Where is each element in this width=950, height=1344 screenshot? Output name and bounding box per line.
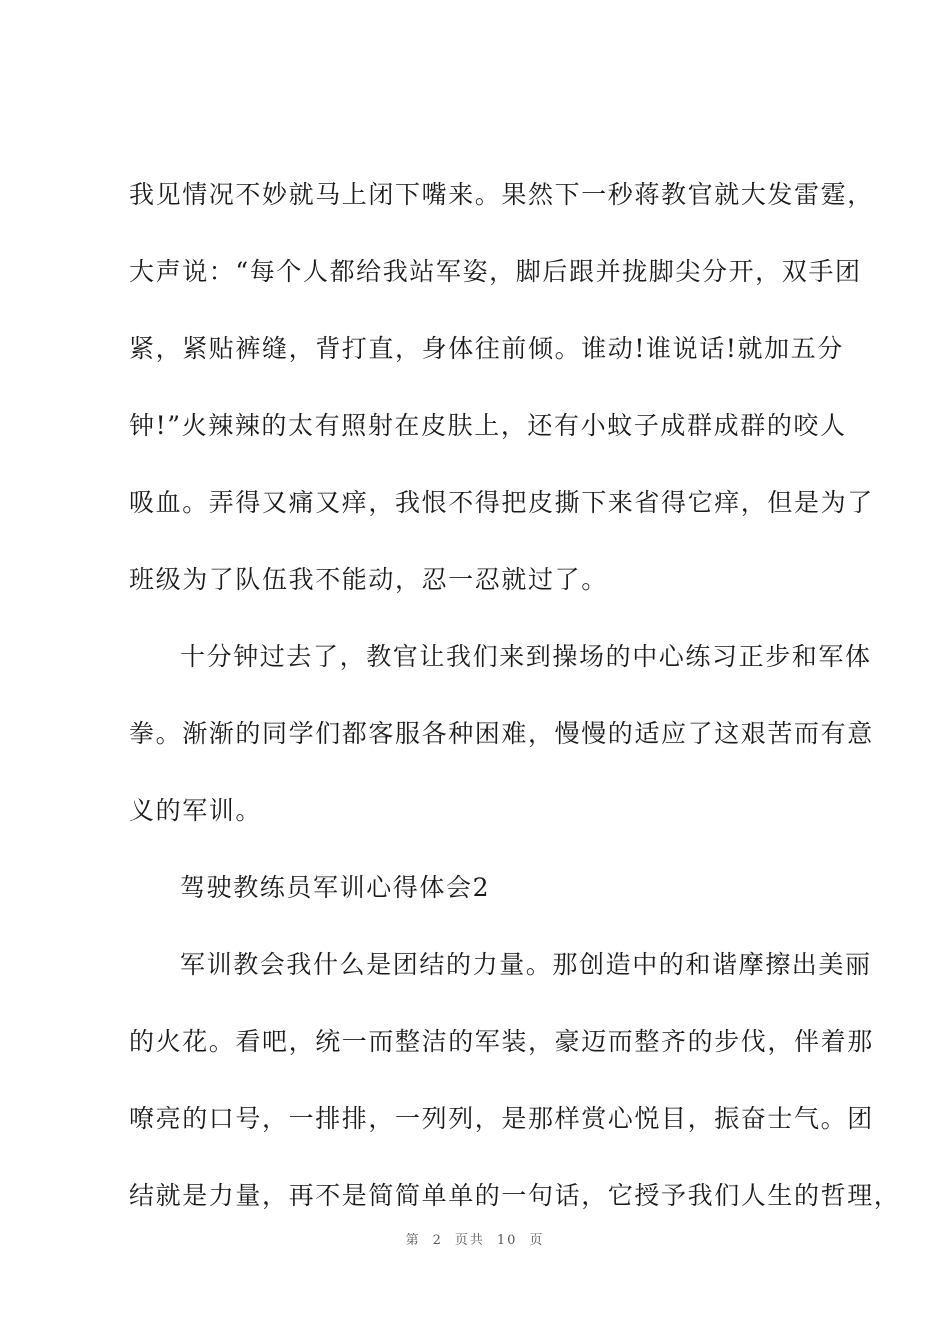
text-line: 我见情况不妙就马上闭下嘴来。果然下一秒蒋教官就大发雷霆， [129,180,874,209]
text-line: 义的军训。 [129,796,263,825]
text-line: 嘹亮的口号，一排排，一列列，是那样赏心悦目，振奋士气。团 [129,1104,874,1133]
section-title: 驾驶教练员军训心得体会2 [180,873,491,902]
text-line: 班级为了队伍我不能动，忍一忍就过了。 [129,565,608,594]
footer-middle: 页共 [454,1233,485,1248]
paragraph-first-line: 军训教会我什么是团结的力量。那创造中的和谐摩擦出美丽 [180,950,872,979]
text-line: 钟!”火辣辣的太有照射在皮肤上，还有小蚊子成群成群的咬人 [129,411,847,440]
page-footer [0,1229,950,1248]
text-line: 大声说：“每个人都给我站军姿，脚后跟并拢脚尖分开，双手团 [129,257,862,286]
paragraph-first-line: 十分钟过去了，教官让我们来到操场的中心练习正步和军体 [180,642,872,671]
footer-prefix: 第 [405,1233,421,1248]
text-line: 紧，紧贴裤缝，背打直，身体往前倾。谁动!谁说话!就加五分 [129,334,844,363]
footer-suffix: 页 [529,1233,545,1248]
text-line: 吸血。弄得又痛又痒，我恨不得把皮撕下来省得它痒，但是为了 [129,488,874,517]
text-line: 结就是力量，再不是简简单单的一句话，它授予我们人生的哲理， [129,1181,901,1210]
text-line: 拳。渐渐的同学们都客服各种困难，慢慢的适应了这艰苦而有意 [129,719,874,748]
text-line: 的火花。看吧，统一而整洁的军装，豪迈而整齐的步伐，伴着那 [129,1027,874,1056]
footer-page-number: 2 [432,1233,443,1248]
footer-total-pages: 10 [496,1233,518,1248]
